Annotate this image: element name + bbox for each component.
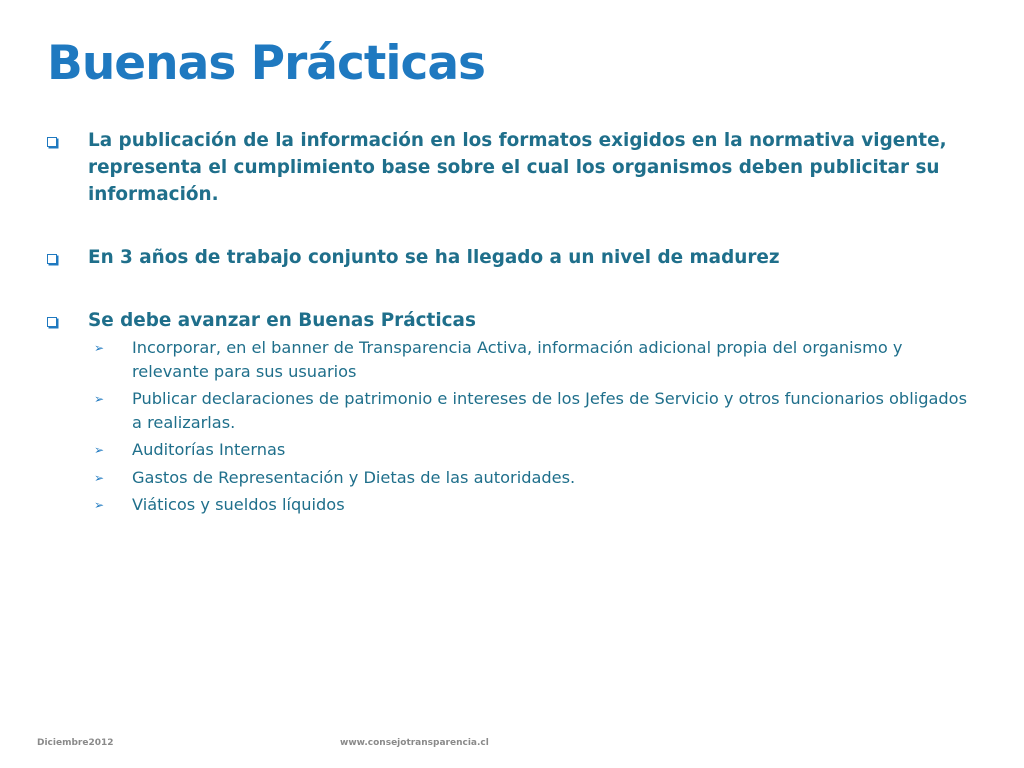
bullet-item xyxy=(47,244,967,271)
slide-title: Buenas Prácticas xyxy=(47,36,486,91)
sub-bullet-text: Gastos de Representación y Dietas de las autoridades. xyxy=(132,467,576,487)
bullet-item xyxy=(47,127,967,208)
square-bullet-icon xyxy=(47,317,57,327)
arrow-bullet-icon: ➢ xyxy=(94,392,105,406)
sub-bullet-text: Incorporar, en el banner de Transparencia Activa, información adicional propia del organismo y relevante para sus usuarios xyxy=(132,338,903,381)
sub-bullet-list xyxy=(88,336,967,517)
arrow-bullet-icon: ➢ xyxy=(94,341,105,355)
sub-bullet-item xyxy=(88,336,967,383)
square-bullet-icon xyxy=(47,137,57,147)
bullet-text: En 3 años de trabajo conjunto se ha llegado a un nivel de madurez xyxy=(88,247,780,268)
sub-bullet-text: Auditorías Internas xyxy=(132,440,286,459)
square-bullet-icon xyxy=(47,254,57,264)
arrow-bullet-icon: ➢ xyxy=(94,498,105,512)
sub-bullet-item xyxy=(88,387,967,434)
sub-bullet-item xyxy=(88,438,967,462)
footer-url: www.consejotransparencia.cl xyxy=(340,738,489,748)
sub-bullet-item xyxy=(88,466,967,490)
sub-bullet-text: Publicar declaraciones de patrimonio e intereses de los Jefes de Servicio y otros funcionarios obligados a realizarlas. xyxy=(132,389,967,432)
bullet-text: Se debe avanzar en Buenas Prácticas xyxy=(88,310,476,331)
bullet-text: La publicación de la información en los formatos exigidos en la normativa vigente, representa el cumplimiento base sobre el cual los organismos deben publicitar su información. xyxy=(88,130,947,205)
arrow-bullet-icon: ➢ xyxy=(94,470,105,485)
sub-bullet-item xyxy=(88,493,967,517)
sub-bullet-text: Viáticos y sueldos líquidos xyxy=(132,495,345,514)
footer-date: Diciembre2012 xyxy=(37,738,114,748)
slide-content xyxy=(47,127,967,535)
arrow-bullet-icon: ➢ xyxy=(94,443,105,457)
bullet-item xyxy=(47,307,967,517)
